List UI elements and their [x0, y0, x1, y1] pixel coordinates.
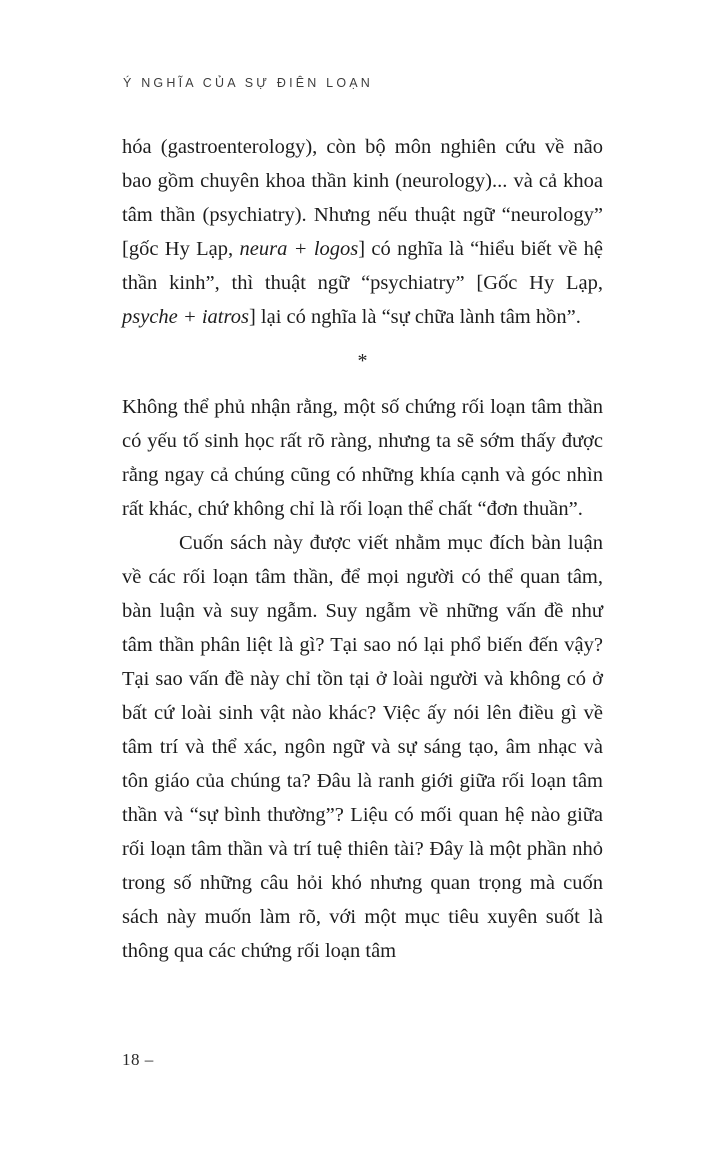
body-paragraph	[122, 526, 603, 968]
text-run: hóa (gastroenterology), còn bộ môn nghiên cứu về não bao gồm chuyên khoa thần kinh (neurology)... và cả khoa tâm thần (psychiatry). Nhưng nếu thuật ngữ “neurology” [gốc Hy Lạp,	[122, 136, 603, 260]
italic-text-run: neura + logos	[239, 238, 359, 260]
section-break-asterisk: *	[357, 350, 368, 372]
italic-text-run: psyche + iatros	[122, 306, 249, 328]
text-run: Không thể phủ nhận rằng, một số chứng rối loạn tâm thần có yếu tố sinh học rất rõ ràng, nhưng ta sẽ sớm thấy được rằng ngay cả chúng cũng có những khía cạnh và góc nhìn rất khác, chứ không chỉ là rối loạn thể chất “đơn thuần”.	[122, 396, 603, 520]
text-run: Cuốn sách này được viết nhằm mục đích bàn luận về các rối loạn tâm thần, để mọi người có thể quan tâm, bàn luận và suy ngẫm. Suy ngẫm về những vấn đề như tâm thần phân liệt là gì? Tại sao nó lại phổ biến đến vậy? Tại sao vấn đề này chỉ tồn tại ở loài người và không có ở bất cứ loài sinh vật nào khác? Việc ấy nói lên điều gì về tâm trí và thể xác, ngôn ngữ và sự sáng tạo, âm nhạc và tôn giáo của chúng ta? Đâu là ranh giới giữa rối loạn tâm thần và “sự bình thường”? Liệu có mối quan hệ nào giữa rối loạn tâm thần và trí tuệ thiên tài? Đây là một phần nhỏ trong số những câu hỏi khó nhưng quan trọng mà cuốn sách này muốn làm rõ, với một mục tiêu xuyên suốt là thông qua các chứng rối loạn tâm	[122, 532, 603, 962]
page-number: 18 –	[122, 1050, 154, 1069]
body-paragraph	[122, 390, 603, 526]
text-run: ] lại có nghĩa là “sự chữa lành tâm hồn”.	[248, 306, 581, 328]
text-run: ] có nghĩa là “hiểu biết về hệ thần kinh”, thì thuật ngữ “psychiatry” [Gốc Hy Lạp,	[122, 238, 603, 294]
page-body-text	[122, 130, 603, 968]
body-paragraph	[122, 130, 603, 334]
running-header: Ý NGHĨA CỦA SỰ ĐIÊN LOẠN	[123, 76, 374, 90]
